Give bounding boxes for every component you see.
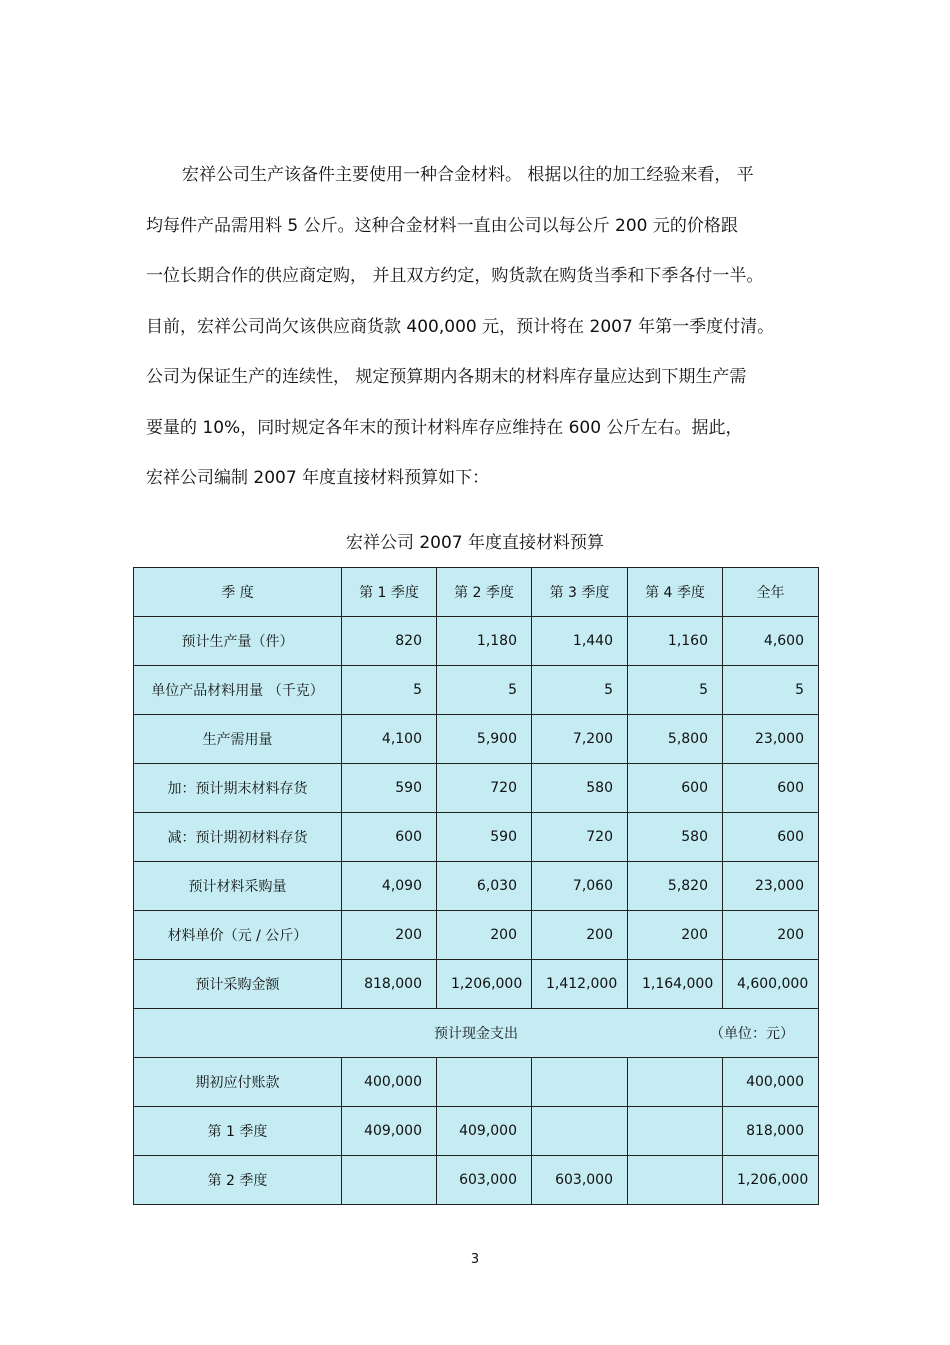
table-row — [134, 715, 819, 764]
header-cell: 第 1 季度 — [342, 568, 437, 617]
value-cell — [342, 1156, 437, 1205]
value-cell: 200 — [532, 911, 628, 960]
intro-paragraph — [146, 150, 816, 504]
value-cell: 4,600 — [723, 617, 819, 666]
value-cell: 4,100 — [342, 715, 437, 764]
row-label: 第 2 季度 — [134, 1156, 342, 1205]
value-cell: 200 — [628, 911, 723, 960]
table-row — [134, 911, 819, 960]
direct-material-budget-table — [133, 567, 819, 1205]
row-label: 减：预计期初材料存货 — [134, 813, 342, 862]
cash-row — [134, 1107, 819, 1156]
value-cell: 590 — [437, 813, 532, 862]
paragraph-line: 宏祥公司编制 2007 年度直接材料预算如下： — [146, 468, 490, 488]
value-cell: 23,000 — [723, 715, 819, 764]
header-cell: 第 2 季度 — [437, 568, 532, 617]
cash-section-row — [134, 1009, 819, 1058]
table-title: 宏祥公司 2007 年度直接材料预算 — [345, 533, 605, 553]
table-header-row — [134, 568, 819, 617]
value-cell: 580 — [628, 813, 723, 862]
cash-section-cell — [134, 1009, 819, 1058]
value-cell — [532, 1107, 628, 1156]
table-row — [134, 666, 819, 715]
page-number: 3 — [470, 1252, 480, 1267]
value-cell: 603,000 — [532, 1156, 628, 1205]
table-row — [134, 960, 819, 1009]
paragraph-line: 公司为保证生产的连续性， 规定预算期内各期末的材料库存量应达到下期生产需 — [146, 367, 747, 387]
header-cell: 第 4 季度 — [628, 568, 723, 617]
header-cell: 第 3 季度 — [532, 568, 628, 617]
value-cell: 603,000 — [437, 1156, 532, 1205]
value-cell: 5 — [532, 666, 628, 715]
value-cell: 1,206,000 — [437, 960, 532, 1009]
value-cell — [437, 1058, 532, 1107]
value-cell: 818,000 — [723, 1107, 819, 1156]
value-cell: 1,412,000 — [532, 960, 628, 1009]
row-label: 预计生产量（件） — [134, 617, 342, 666]
value-cell: 1,164,000 — [628, 960, 723, 1009]
paragraph-line: 均每件产品需用料 5 公斤。这种合金材料一直由公司以每公斤 200 元的价格跟 — [146, 215, 738, 236]
table-row — [134, 813, 819, 862]
value-cell: 409,000 — [437, 1107, 532, 1156]
value-cell: 5 — [342, 666, 437, 715]
value-cell: 4,600,000 — [723, 960, 819, 1009]
row-label: 加：预计期末材料存货 — [134, 764, 342, 813]
header-cell: 全年 — [723, 568, 819, 617]
value-cell: 5,820 — [628, 862, 723, 911]
row-label: 生产需用量 — [134, 715, 342, 764]
header-cell: 季 度 — [134, 568, 342, 617]
value-cell — [628, 1107, 723, 1156]
cash-row — [134, 1156, 819, 1205]
value-cell: 600 — [723, 764, 819, 813]
paragraph-line: 一位长期合作的供应商定购， 并且双方约定，购货款在购货当季和下季各付一半。 — [146, 266, 764, 286]
value-cell: 200 — [342, 911, 437, 960]
row-label: 第 1 季度 — [134, 1107, 342, 1156]
value-cell: 1,440 — [532, 617, 628, 666]
value-cell — [628, 1156, 723, 1205]
value-cell: 1,180 — [437, 617, 532, 666]
row-label: 预计材料采购量 — [134, 862, 342, 911]
value-cell: 5 — [437, 666, 532, 715]
value-cell: 600 — [342, 813, 437, 862]
value-cell: 720 — [437, 764, 532, 813]
paragraph-line: 要量的 10%，同时规定各年末的预计材料库存应维持在 600 公斤左右。据此， — [146, 417, 743, 438]
value-cell: 400,000 — [723, 1058, 819, 1107]
row-label: 期初应付账款 — [134, 1058, 342, 1107]
cash-section-unit: （单位：元） — [710, 1026, 794, 1042]
paragraph-line: 目前，宏祥公司尚欠该供应商货款 400,000 元，预计将在 2007 年第一季度付清。 — [146, 316, 775, 337]
value-cell: 580 — [532, 764, 628, 813]
value-cell: 7,060 — [532, 862, 628, 911]
row-label: 单位产品材料用量 （千克） — [134, 666, 342, 715]
paragraph-line: 宏祥公司生产该备件主要使用一种合金材料。 根据以往的加工经验来看， 平 — [182, 165, 754, 185]
row-label: 材料单价（元 / 公斤） — [134, 911, 342, 960]
row-label: 预计采购金额 — [134, 960, 342, 1009]
value-cell: 4,090 — [342, 862, 437, 911]
value-cell — [532, 1058, 628, 1107]
value-cell: 5 — [628, 666, 723, 715]
value-cell: 818,000 — [342, 960, 437, 1009]
cash-section-title: 预计现金支出 — [434, 1026, 518, 1042]
value-cell: 600 — [628, 764, 723, 813]
value-cell — [628, 1058, 723, 1107]
value-cell: 5,800 — [628, 715, 723, 764]
value-cell: 200 — [437, 911, 532, 960]
value-cell: 820 — [342, 617, 437, 666]
value-cell: 5 — [723, 666, 819, 715]
value-cell: 23,000 — [723, 862, 819, 911]
value-cell: 590 — [342, 764, 437, 813]
value-cell: 6,030 — [437, 862, 532, 911]
table-row — [134, 617, 819, 666]
value-cell: 400,000 — [342, 1058, 437, 1107]
value-cell: 7,200 — [532, 715, 628, 764]
value-cell: 720 — [532, 813, 628, 862]
value-cell: 5,900 — [437, 715, 532, 764]
value-cell: 1,206,000 — [723, 1156, 819, 1205]
table-row — [134, 862, 819, 911]
value-cell: 200 — [723, 911, 819, 960]
cash-row — [134, 1058, 819, 1107]
value-cell: 409,000 — [342, 1107, 437, 1156]
value-cell: 1,160 — [628, 617, 723, 666]
table-row — [134, 764, 819, 813]
value-cell: 600 — [723, 813, 819, 862]
